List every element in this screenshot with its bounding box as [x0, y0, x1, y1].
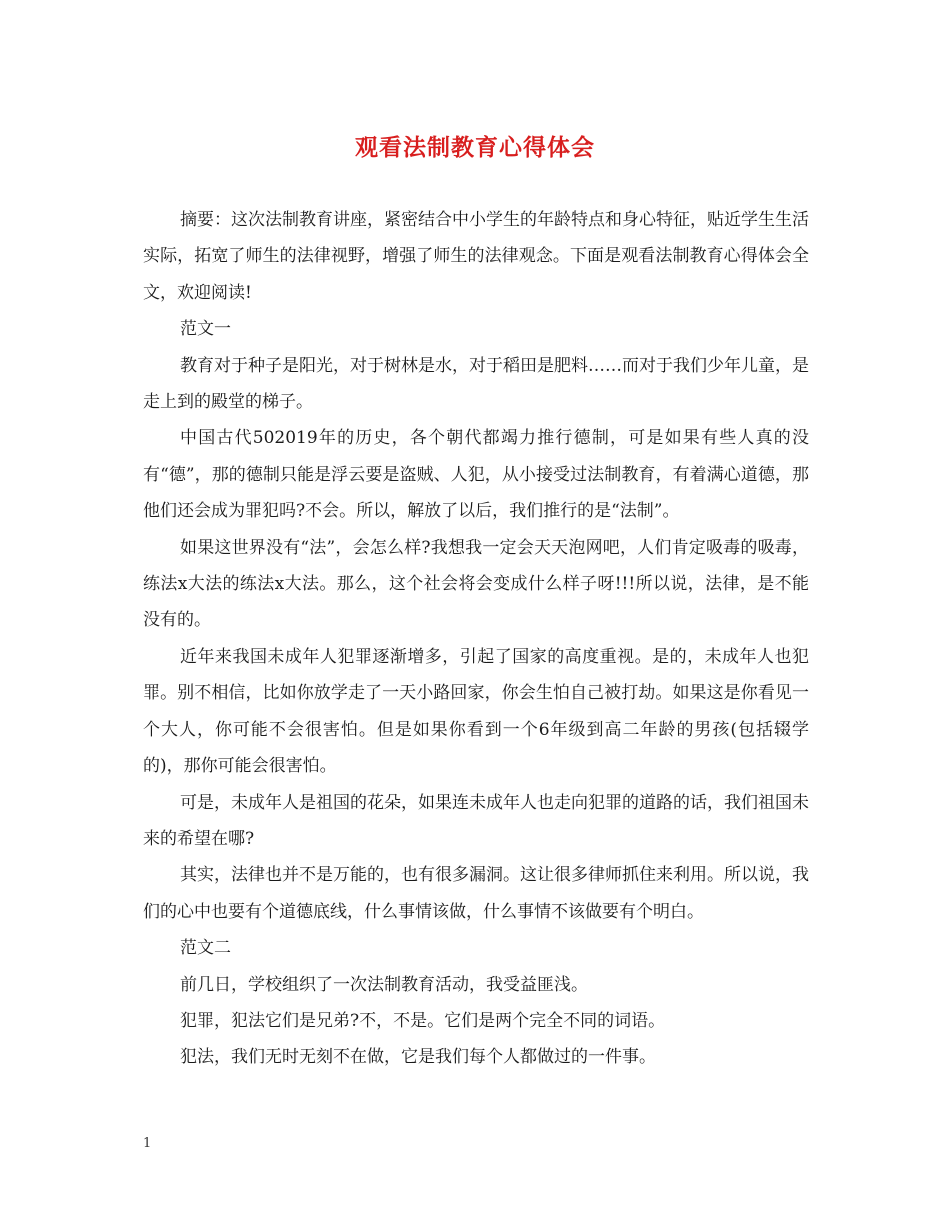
paragraph: 教育对于种子是阳光，对于树林是水，对于稻田是肥料……而对于我们少年儿童，是走上到的殿堂的梯子。 — [143, 355, 809, 413]
paragraph: 如果这世界没有“法”，会怎么样?我想我一定会天天泡网吧，人们肯定吸毒的吸毒，练法x大法的练法x大法。那么，这个社会将会变成什么样子呀!!!所以说，法律，是不能没有的。 — [143, 537, 809, 631]
section-heading-sample-one: 范文一 — [180, 319, 231, 340]
paragraph: 犯罪，犯法它们是兄弟?不，不是。它们是两个完全不同的词语。 — [180, 1010, 666, 1031]
paragraph: 犯法，我们无时无刻不在做，它是我们每个人都做过的一件事。 — [180, 1047, 656, 1068]
paragraph: 可是，未成年人是祖国的花朵，如果连未成年人也走向犯罪的道路的话，我们祖国未来的希望在哪? — [143, 792, 809, 849]
paragraph: 近年来我国未成年人犯罪逐渐增多，引起了国家的高度重视。是的，未成年人也犯罪。别不相信，比如你放学走了一天小路回家，你会生怕自己被打劫。如果这是你看见一个大人，你可能不会很害怕。但是如果你看到一个6年级到高二年龄的男孩(包括辍学的)，那你可能会很害怕。 — [143, 646, 809, 777]
document-title: 观看法制教育心得体会 — [355, 134, 595, 161]
document-body — [143, 202, 809, 1076]
paragraph: 其实，法律也并不是万能的，也有很多漏洞。这让很多律师抓住来利用。所以说，我们的心中也要有个道德底线，什么事情该做，什么事情不该做要有个明白。 — [143, 865, 809, 922]
paragraph-abstract: 摘要：这次法制教育讲座，紧密结合中小学生的年龄特点和身心特征，贴近学生生活实际，拓宽了师生的法律视野，增强了师生的法律观念。下面是观看法制教育心得体会全文，欢迎阅读! — [143, 210, 809, 303]
page-number: 1 — [143, 1136, 152, 1151]
section-heading-sample-two: 范文二 — [180, 938, 231, 959]
paragraph: 前几日，学校组织了一次法制教育活动，我受益匪浅。 — [180, 974, 588, 995]
paragraph: 中国古代502019年的历史，各个朝代都竭力推行德制，可是如果有些人真的没有“德”，那的德制只能是浮云要是盗贼、人犯，从小接受过法制教育，有着满心道德，那他们还会成为罪犯吗?不会。所以，解放了以后，我们推行的是“法制”。 — [143, 428, 809, 522]
